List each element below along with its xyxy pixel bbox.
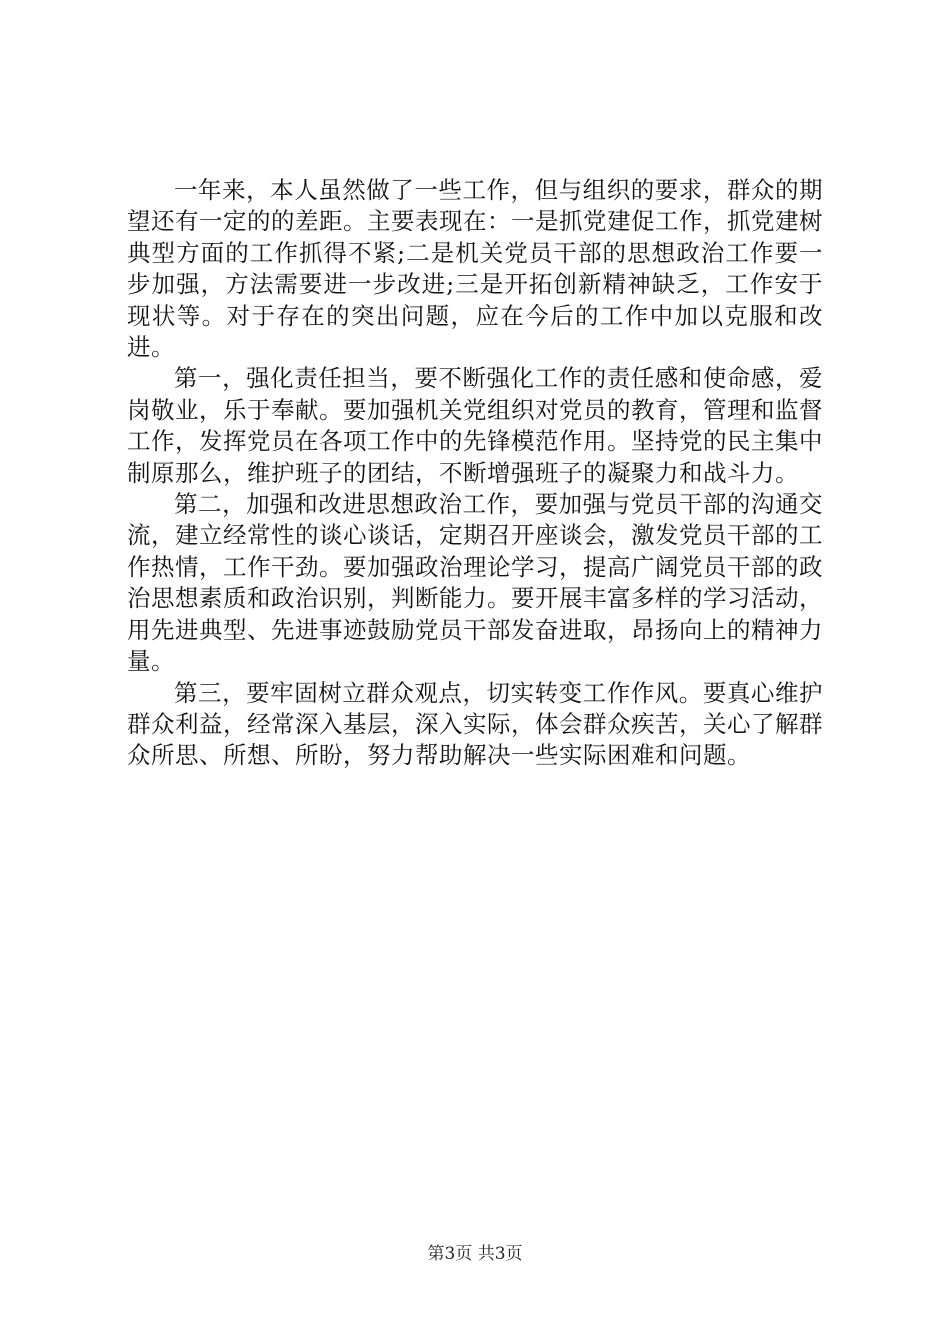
document-body xyxy=(127,175,823,772)
paragraph-third-measure: 第三，要牢固树立群众观点，切实转变工作作风。要真心维护群众利益，经常深入基层，深入实际，体会群众疾苦，关心了解群众所思、所想、所盼，努力帮助解决一些实际困难和问题。 xyxy=(127,678,823,770)
paragraph-second-measure: 第二，加强和改进思想政治工作，要加强与党员干部的沟通交流，建立经常性的谈心谈话，定期召开座谈会，激发党员干部的工作热情，工作干劲。要加强政治理论学习，提高广阔党员干部的政治思想素质和政治识别，判断能力。要开展丰富多样的学习活动，用先进典型、先进事迹鼓励党员干部发奋进取，昂扬向上的精神力量。 xyxy=(127,490,823,676)
paragraph-first-measure: 第一，强化责任担当，要不断强化工作的责任感和使命感，爱岗敬业，乐于奉献。要加强机关党组织对党员的教育，管理和监督工作，发挥党员在各项工作中的先锋模范作用。坚持党的民主集中制原那么，维护班子的团结，不断增强班子的凝聚力和战斗力。 xyxy=(127,364,823,487)
paragraph-summary: 一年来，本人虽然做了一些工作，但与组织的要求，群众的期望还有一定的的差距。主要表现在：一是抓党建促工作，抓党建树典型方面的工作抓得不紧;二是机关党员干部的思想政治工作要一步加强，方法需要进一步改进;三是开拓创新精神缺乏，工作安于现状等。对于存在的突出问题，应在今后的工作中加以克服和改进。 xyxy=(127,176,823,362)
page-number-footer: 第3页 共3页 xyxy=(427,1244,523,1264)
